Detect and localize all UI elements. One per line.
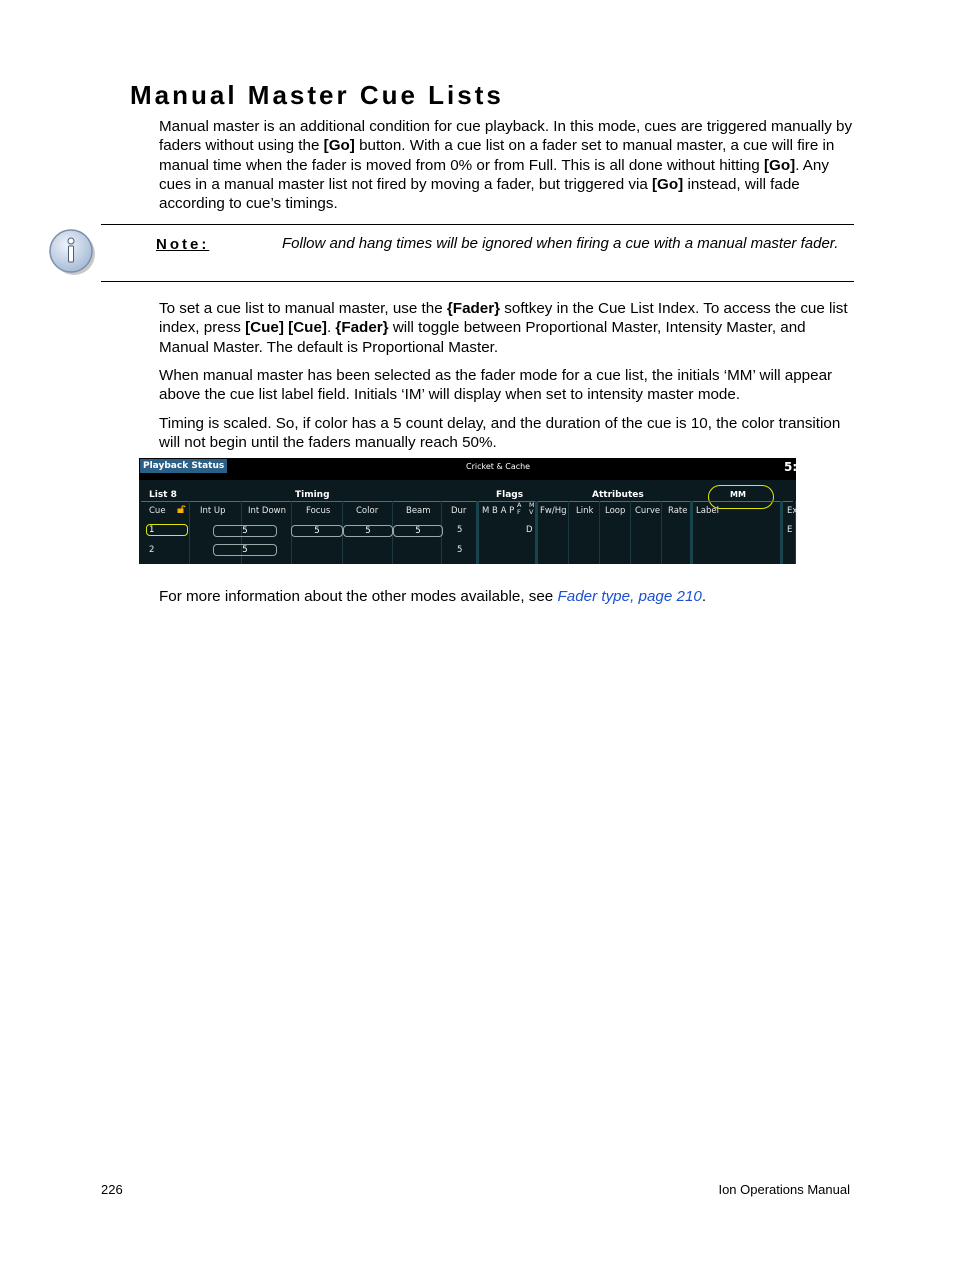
more-info-paragraph [159, 587, 854, 606]
mm-indicator: MM [730, 490, 746, 499]
page-number: 226 [101, 1182, 123, 1197]
row1-int-up[interactable]: 5 [213, 525, 277, 537]
para2-run-5: {Fader} [335, 319, 389, 337]
note-bottom-rule [101, 281, 854, 282]
col-int-up[interactable]: Int Up [200, 506, 226, 516]
para1-run-6: instead, will fade according to cue’s timings. [159, 175, 800, 213]
para1-run-1: [Go] [323, 137, 355, 155]
col-flags-mbap[interactable]: M B A P [482, 506, 515, 516]
fader-softkey-paragraph [159, 299, 854, 357]
row1-ex[interactable]: E [787, 525, 793, 535]
col-flags-af[interactable]: A F [517, 501, 522, 516]
para1-run-3: [Go] [763, 156, 796, 174]
manual-title: Ion Operations Manual [718, 1182, 850, 1197]
info-note-icon [49, 228, 97, 276]
playback-status-tab[interactable]: Playback Status [140, 459, 227, 473]
fader-type-link[interactable]: Fader type, page 210 [557, 588, 702, 605]
col-loop[interactable]: Loop [605, 506, 626, 516]
para1-run-4: . Any cues in a manual master list not fired by moving a fader, but triggered via [159, 156, 829, 193]
group-attributes: Attributes [592, 490, 644, 500]
intro-paragraph [159, 117, 854, 213]
para1-run-0: Manual master is an additional condition for cue playback. In this mode, cues are triggered manually by faders without using the [159, 118, 853, 155]
row1-cue[interactable]: 1 [146, 524, 188, 536]
para1-run-5: [Go] [652, 175, 684, 193]
row1-color[interactable]: 5 [343, 525, 393, 537]
col-fwhg[interactable]: Fw/Hg [540, 506, 567, 516]
col-label[interactable]: Label [696, 506, 719, 516]
list-label: List 8 [149, 490, 177, 500]
para2-run-4: . [326, 319, 336, 337]
col-curve[interactable]: Curve [635, 506, 661, 516]
row1-beam[interactable]: 5 [393, 525, 443, 537]
row1-dur[interactable]: 5 [457, 525, 463, 535]
note-label: Note: [156, 236, 210, 253]
col-ex[interactable]: Ex [787, 506, 798, 516]
col-rate[interactable]: Rate [668, 506, 688, 516]
show-name: Cricket & Cache [466, 462, 531, 471]
unlocked-icon [177, 505, 185, 513]
para2-run-3: [Cue] [Cue] [245, 319, 327, 337]
more-info-text: For more information about the other modes available, see [159, 588, 558, 605]
group-timing: Timing [295, 490, 330, 500]
para2-run-0: To set a cue list to manual master, use the [159, 300, 447, 317]
row1-focus[interactable]: 5 [291, 525, 343, 537]
row2-dur[interactable]: 5 [457, 545, 463, 555]
para2-run-1: {Fader} [446, 300, 501, 317]
note-top-rule [101, 224, 854, 225]
note-text: Follow and hang times will be ignored when firing a cue with a manual master fader. [282, 235, 839, 252]
timing-paragraph: Timing is scaled. So, if color has a 5 count delay, and the duration of the cue is 10, the color transition will not begin until the faders manually reach 50%. [159, 415, 841, 452]
mm-initials-paragraph: When manual master has been selected as the fader mode for a cue list, the initials ‘MM’ will appear above the cue list label field. Initials ‘IM’ will display when set to intensity master mode. [159, 367, 833, 404]
section-title: Manual Master Cue Lists [130, 80, 504, 110]
col-cue[interactable]: Cue [149, 506, 166, 516]
col-int-down[interactable]: Int Down [248, 506, 287, 516]
row2-int-up[interactable]: 5 [213, 544, 277, 556]
para2-run-6: will toggle between Proportional Master, Intensity Master, and Manual Master. The default is Proportional Master. [159, 319, 806, 356]
group-flags: Flags [496, 490, 524, 500]
more-info-suffix: . [701, 588, 707, 605]
col-color[interactable]: Color [356, 506, 379, 516]
header-rule [141, 501, 793, 502]
col-dur[interactable]: Dur [451, 506, 467, 516]
col-flags-mv[interactable]: M V [529, 501, 535, 516]
col-link[interactable]: Link [576, 506, 594, 516]
para2-run-2: softkey in the Cue List Index. To access the cue list index, press [159, 300, 848, 337]
col-beam[interactable]: Beam [406, 506, 431, 516]
row2-cue[interactable]: 2 [149, 545, 155, 555]
corner-number: 5: [784, 460, 798, 474]
playback-status-screenshot [139, 458, 796, 564]
col-focus[interactable]: Focus [306, 506, 331, 516]
para1-run-2: button. With a cue list on a fader set to manual master, a cue will fire in manual time when the fader is moved from 0% or from Full. This is all done without hitting [159, 137, 835, 174]
row1-flag[interactable]: D [526, 525, 533, 535]
